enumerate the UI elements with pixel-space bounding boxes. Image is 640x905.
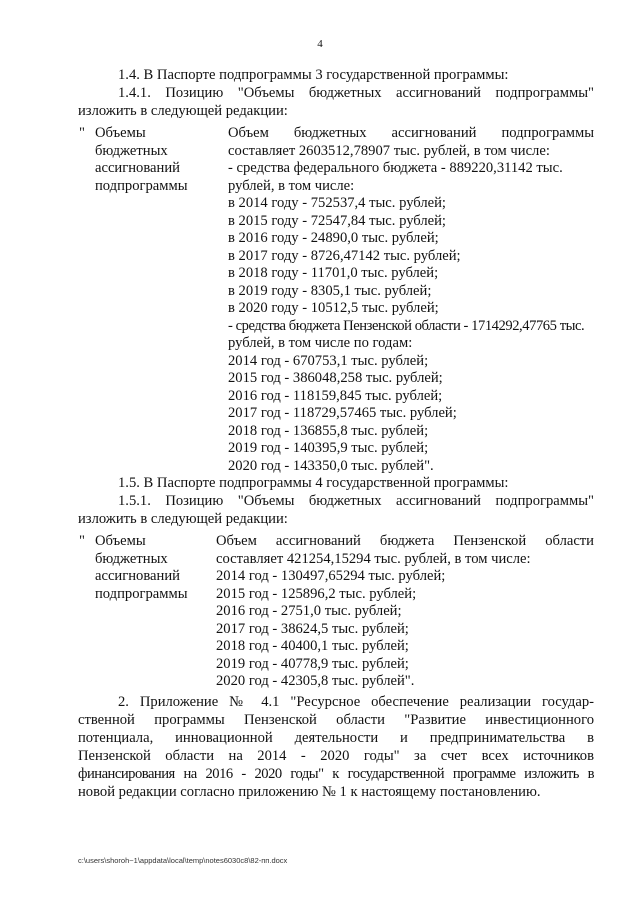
page-number: 4 — [317, 38, 323, 50]
value-line: 2016 год - 2751,0 тыс. рублей; — [216, 603, 402, 619]
label-line: подпрограммы — [95, 585, 188, 602]
section-1-5-1-line1: 1.5.1. Позицию "Объемы бюджетных ассигнований подпрограммы" — [118, 493, 594, 509]
value-line: - средства бюджета Пензенской области - 1714292,47765 тыс. — [228, 317, 585, 334]
value-line: в 2017 году - 8726,47142 тыс. рублей; — [228, 247, 461, 264]
value-line: 2015 год - 386048,258 тыс. рублей; — [228, 370, 443, 386]
section-1-4-values — [228, 125, 594, 475]
value-line: в 2015 году - 72547,84 тыс. рублей; — [228, 212, 446, 229]
section-1-4-heading: 1.4. В Паспорте подпрограммы 3 государственной программы: — [118, 67, 509, 83]
section-1-4-1-line1: 1.4.1. Позицию "Объемы бюджетных ассигнований подпрограммы" — [118, 85, 594, 101]
section-2-line: финансирования на 2016 - 2020 годы" к государственной программе изложить в — [78, 766, 594, 782]
value-line: в 2018 году - 11701,0 тыс. рублей; — [228, 265, 439, 281]
value-line: 2018 год - 136855,8 тыс. рублей; — [228, 422, 429, 439]
section-2-line: Пензенской области на 2014 - 2020 годы" за счет всех источников — [78, 748, 594, 764]
section-2-line: потенциала, инновационной деятельности и предпринимательства в — [78, 730, 594, 746]
value-line: Объем бюджетных ассигнований подпрограммы — [228, 125, 594, 141]
label-line: подпрограммы — [95, 177, 188, 194]
value-line: в 2019 году - 8305,1 тыс. рублей; — [228, 282, 432, 299]
section-1-4-1-line2: изложить в следующей редакции: — [78, 103, 288, 119]
value-line: рублей, в том числе: — [228, 177, 355, 194]
section-1-5-heading: 1.5. В Паспорте подпрограммы 4 государственной программы: — [118, 475, 509, 491]
value-line: 2017 год - 38624,5 тыс. рублей; — [216, 620, 409, 637]
value-line: в 2016 году - 24890,0 тыс. рублей; — [228, 230, 439, 246]
value-line: - средства федерального бюджета - 889220,31142 тыс. — [228, 160, 563, 176]
value-line: в 2014 году - 752537,4 тыс. рублей; — [228, 195, 446, 211]
section-1-5-1-line2: изложить в следующей редакции: — [78, 511, 288, 527]
section-1-5-label — [95, 533, 215, 603]
value-line: в 2020 году - 10512,5 тыс. рублей; — [228, 300, 439, 316]
label-line: Объемы — [95, 533, 146, 549]
value-line: 2014 год - 670753,1 тыс. рублей; — [228, 352, 429, 369]
value-line: Объем ассигнований бюджета Пензенской области — [216, 533, 594, 549]
section-2-line: новой редакции согласно приложению № 1 к настоящему постановлению. — [78, 784, 541, 800]
value-line: 2019 год - 140395,9 тыс. рублей; — [228, 440, 429, 456]
section-2-line: 2. Приложение № 4.1 "Ресурсное обеспечение реализации государ- — [118, 694, 594, 710]
section-1-4-label — [95, 125, 215, 195]
file-path-footer: c:\users\shoroh~1\appdata\local\temp\notes6030c8\82-пп.docx — [78, 856, 288, 865]
value-line: 2016 год - 118159,845 тыс. рублей; — [228, 387, 443, 404]
value-line: 2015 год - 125896,2 тыс. рублей; — [216, 585, 417, 602]
open-quote-mark: " — [79, 125, 85, 141]
section-1-5-values — [216, 533, 594, 691]
value-line: 2019 год - 40778,9 тыс. рублей; — [216, 655, 409, 672]
value-line: 2017 год - 118729,57465 тыс. рублей; — [228, 405, 457, 421]
label-line: бюджетных — [95, 550, 168, 567]
value-line: 2018 год - 40400,1 тыс. рублей; — [216, 638, 409, 654]
label-line: ассигнований — [95, 160, 180, 176]
section-2-line: ственной программы Пензенской области "Развитие инвестиционного — [78, 712, 594, 728]
value-line: составляет 2603512,78907 тыс. рублей, в том числе: — [228, 142, 550, 159]
value-line: 2020 год - 42305,8 тыс. рублей". — [216, 673, 415, 689]
label-line: Объемы — [95, 125, 146, 141]
value-line: составляет 421254,15294 тыс. рублей, в том числе: — [216, 550, 531, 567]
open-quote-mark: " — [79, 533, 85, 549]
label-line: ассигнований — [95, 568, 180, 584]
value-line: 2020 год - 143350,0 тыс. рублей". — [228, 457, 434, 474]
label-line: бюджетных — [95, 142, 168, 159]
value-line: рублей, в том числе по годам: — [228, 335, 413, 351]
value-line: 2014 год - 130497,65294 тыс. рублей; — [216, 568, 446, 584]
